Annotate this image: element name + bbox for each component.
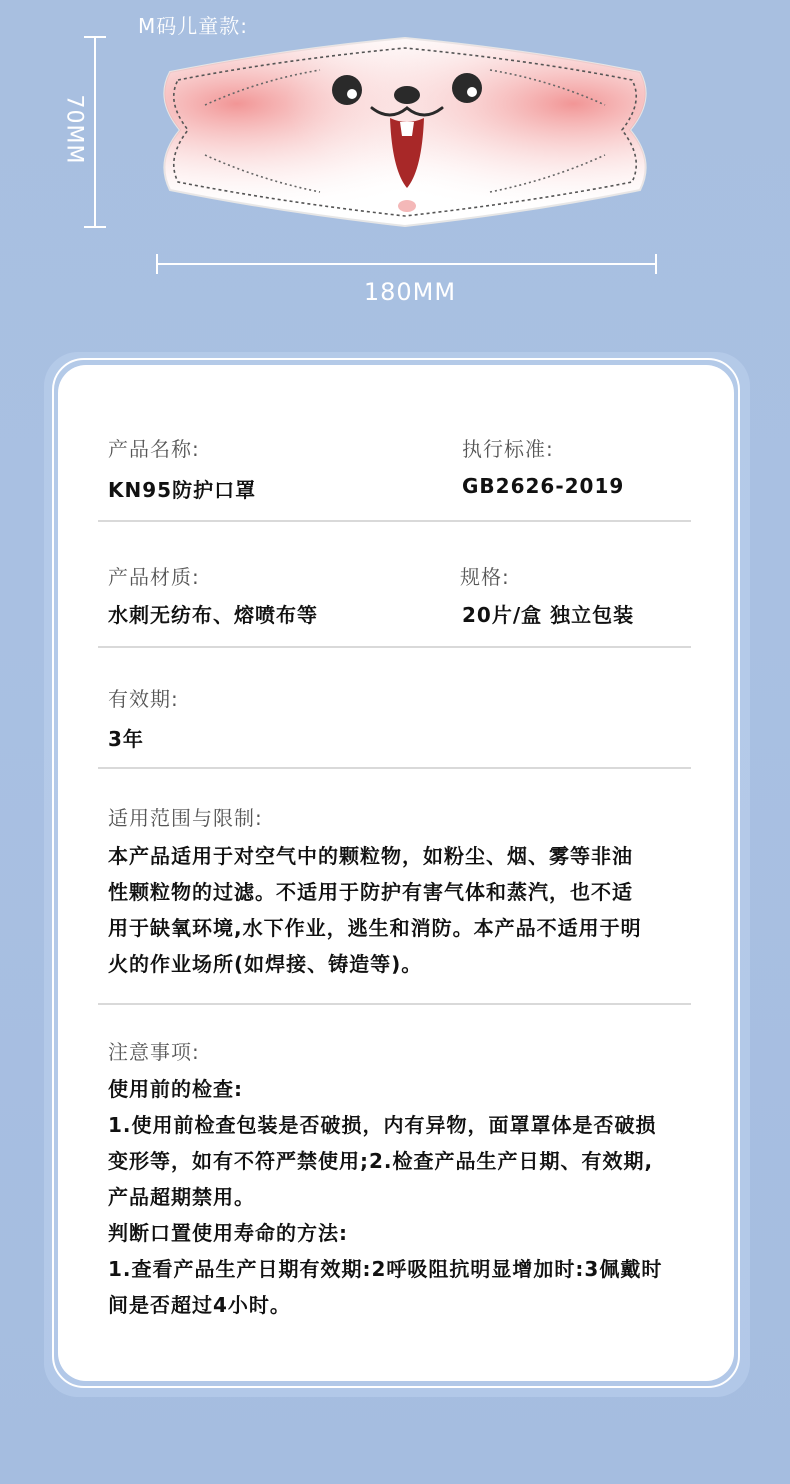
width-dimension-line	[156, 263, 657, 265]
scope-label: 适用范围与限制:	[108, 806, 263, 830]
notes-text	[108, 1071, 703, 1323]
spec-value: 20片/盒 独立包装	[462, 603, 635, 627]
scope-line: 火的作业场所(如焊接、铸造等)。	[108, 952, 423, 976]
scope-line: 性颗粒物的过滤。不适用于防护有害气体和蒸汽，也不适	[108, 880, 633, 904]
validity-label: 有效期:	[108, 687, 179, 711]
mask-size-illustration	[0, 0, 790, 340]
validity-value: 3年	[108, 727, 144, 751]
divider	[98, 767, 691, 769]
notes-label: 注意事项:	[108, 1040, 200, 1064]
notes-line: 1.查看产品生产日期有效期:2呼吸阻抗明显增加时:3佩戴时	[108, 1257, 663, 1281]
notes-line: 1.使用前检查包装是否破损，内有异物，面罩罩体是否破损	[108, 1113, 657, 1137]
divider	[98, 646, 691, 648]
product-name-label: 产品名称:	[108, 437, 200, 461]
divider	[98, 1003, 691, 1005]
material-label: 产品材质:	[108, 565, 200, 589]
size-label: M码儿童款:	[138, 14, 248, 38]
scope-text	[108, 838, 698, 982]
puppy-mask-image	[150, 30, 660, 235]
notes-line: 判断口置使用寿命的方法:	[108, 1221, 348, 1245]
standard-value: GB2626-2019	[462, 474, 625, 498]
divider	[98, 520, 691, 522]
notes-line: 产品超期禁用。	[108, 1185, 255, 1209]
width-label: 180MM	[363, 278, 457, 306]
scope-line: 本产品适用于对空气中的颗粒物，如粉尘、烟、雾等非油	[108, 844, 633, 868]
notes-line: 间是否超过4小时。	[108, 1293, 291, 1317]
product-name-value: KN95防护口罩	[108, 478, 257, 502]
standard-label: 执行标准:	[462, 437, 554, 461]
spec-label: 规格:	[460, 565, 510, 589]
notes-line: 变形等，如有不符严禁使用;2.检查产品生产日期、有效期,	[108, 1149, 654, 1173]
height-dimension-line	[94, 36, 96, 228]
scope-line: 用于缺氧环境,水下作业，逃生和消防。本产品不适用于明	[108, 916, 642, 940]
height-label: 70MM	[61, 94, 87, 165]
material-value: 水刺无纺布、熔喷布等	[108, 603, 318, 627]
notes-line: 使用前的检查:	[108, 1077, 243, 1101]
